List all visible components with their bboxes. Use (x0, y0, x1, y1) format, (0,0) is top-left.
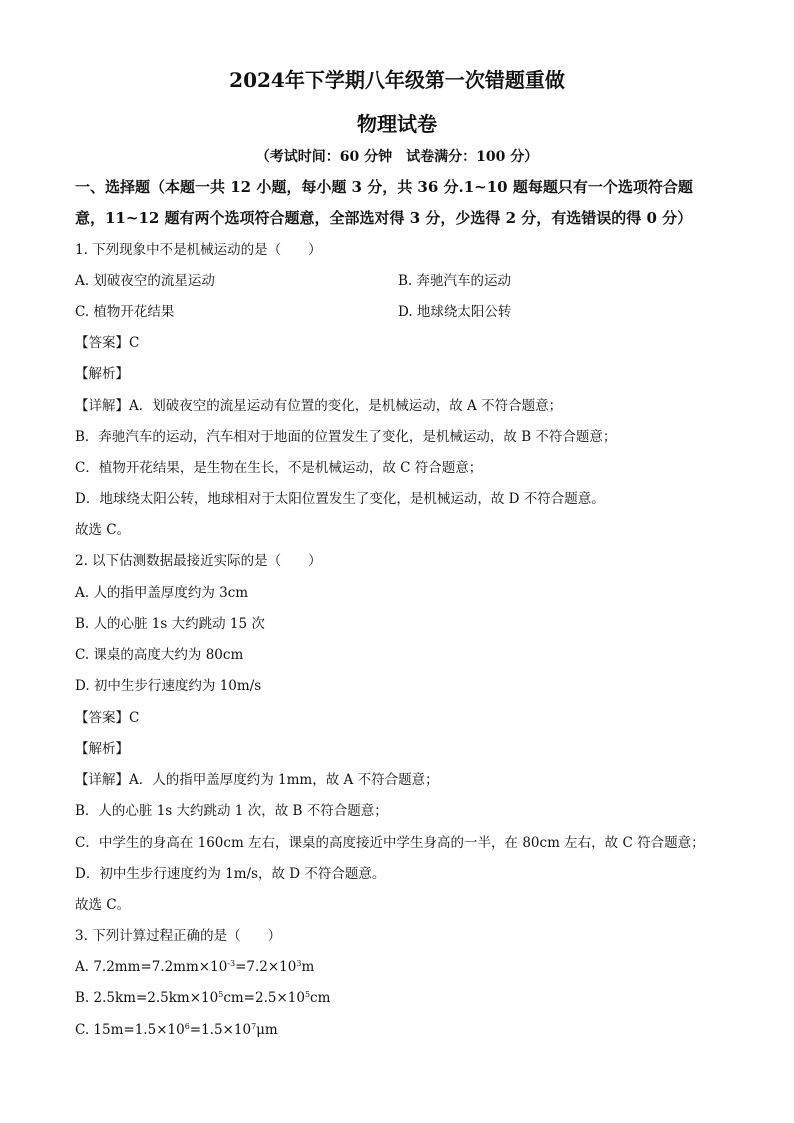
q2-option-b: B. 人的心脏 1s 大约跳动 15 次 (75, 616, 265, 632)
q3-option-c-exp2: 7 (251, 1022, 257, 1031)
q3-stem: 3. 下列计算过程正确的是（ ） (75, 928, 282, 944)
q1-detail-a: 【详解】A．划破夜空的流星运动有位置的变化，是机械运动，故 A 不符合题意； (75, 398, 563, 414)
q3-option-a (75, 957, 314, 977)
q3-option-c-part2: =1.5×10 (189, 1022, 252, 1038)
q1-detail-c: C．植物开花结果，是生物在生长，不是机械运动，故 C 符合题意； (75, 460, 483, 476)
q3-option-a-part1: A. 7.2mm=7.2mm×10 (75, 959, 228, 975)
q3-option-b-exp1: 5 (218, 990, 224, 999)
q3-option-a-exp2: 3 (296, 959, 302, 968)
q3-option-a-exp1: -3 (227, 959, 236, 968)
q3-option-b (75, 988, 330, 1008)
q1-answer: 【答案】C (75, 335, 140, 351)
q2-detail-c: C．中学生的身高在 160cm 左右，课桌的高度接近中学生身高的一半，在 80cm 左右，故 C 符合题意； (75, 835, 705, 851)
q3-option-b-exp2: 5 (304, 990, 311, 999)
q3-option-c-exp1: 6 (184, 1022, 190, 1031)
q1-conclusion: 故选 C。 (75, 522, 131, 538)
q3-option-c-part1: C. 15m=1.5×10 (75, 1022, 185, 1038)
q2-option-d: D. 初中生步行速度约为 10m/s (75, 678, 262, 694)
q2-answer: 【答案】C (75, 710, 140, 726)
q2-conclusion: 故选 C。 (75, 897, 131, 913)
exam-subject: 物理试卷 (357, 112, 437, 136)
q2-option-a: A. 人的指甲盖厚度约为 3cm (75, 585, 249, 601)
q1-option-c: C. 植物开花结果 (75, 304, 175, 320)
q3-option-c-part3: μm (256, 1022, 278, 1038)
q2-detail-a: 【详解】A．人的指甲盖厚度约为 1mm，故 A 不符合题意； (75, 772, 439, 788)
q3-option-a-part2: =7.2×10 (235, 959, 297, 975)
q2-analysis-label: 【解析】 (75, 741, 129, 757)
q3-option-b-part3: cm (310, 990, 331, 1006)
q3-option-c (75, 1020, 278, 1040)
q2-detail-b: B．人的心脏 1s 大约跳动 1 次，故 B 不符合题意； (75, 803, 388, 819)
section-heading-line2: 意，11~12 题有两个选项符合题意，全部选对得 3 分，少选得 2 分，有选错误的得 0 分） (75, 209, 693, 227)
q2-stem: 2. 以下估测数据最接近实际的是（ ） (75, 553, 322, 569)
q2-option-c: C. 课桌的高度大约为 80cm (75, 647, 244, 663)
exam-info: （考试时间：60 分钟 试卷满分：100 分） (255, 149, 539, 165)
q2-detail-d: D．初中生步行速度约为 1m/s，故 D 不符合题意。 (75, 866, 386, 882)
q3-option-a-part3: m (301, 959, 315, 975)
q1-stem: 1. 下列现象中不是机械运动的是（ ） (75, 242, 322, 258)
exam-title: 2024年下学期八年级第一次错题重做 (229, 68, 565, 92)
q1-detail-b: B．奔驰汽车的运动，汽车相对于地面的位置发生了变化，是机械运动，故 B 不符合题意； (75, 429, 617, 445)
q1-option-a: A. 划破夜空的流星运动 (75, 273, 215, 289)
q1-analysis-label: 【解析】 (75, 366, 129, 382)
q3-option-b-part2: cm=2.5×10 (223, 990, 305, 1006)
q3-option-b-part1: B. 2.5km=2.5km×10 (75, 990, 219, 1006)
section-heading-line1: 一、选择题（本题一共 12 小题，每小题 3 分，共 36 分.1~10 题每题只有一个选项符合题 (75, 178, 693, 196)
q1-option-d: D. 地球绕太阳公转 (398, 304, 512, 320)
q1-option-b: B. 奔驰汽车的运动 (398, 273, 512, 289)
q1-detail-d: D．地球绕太阳公转，地球相对于太阳位置发生了变化，是机械运动，故 D 不符合题意。 (75, 491, 605, 507)
